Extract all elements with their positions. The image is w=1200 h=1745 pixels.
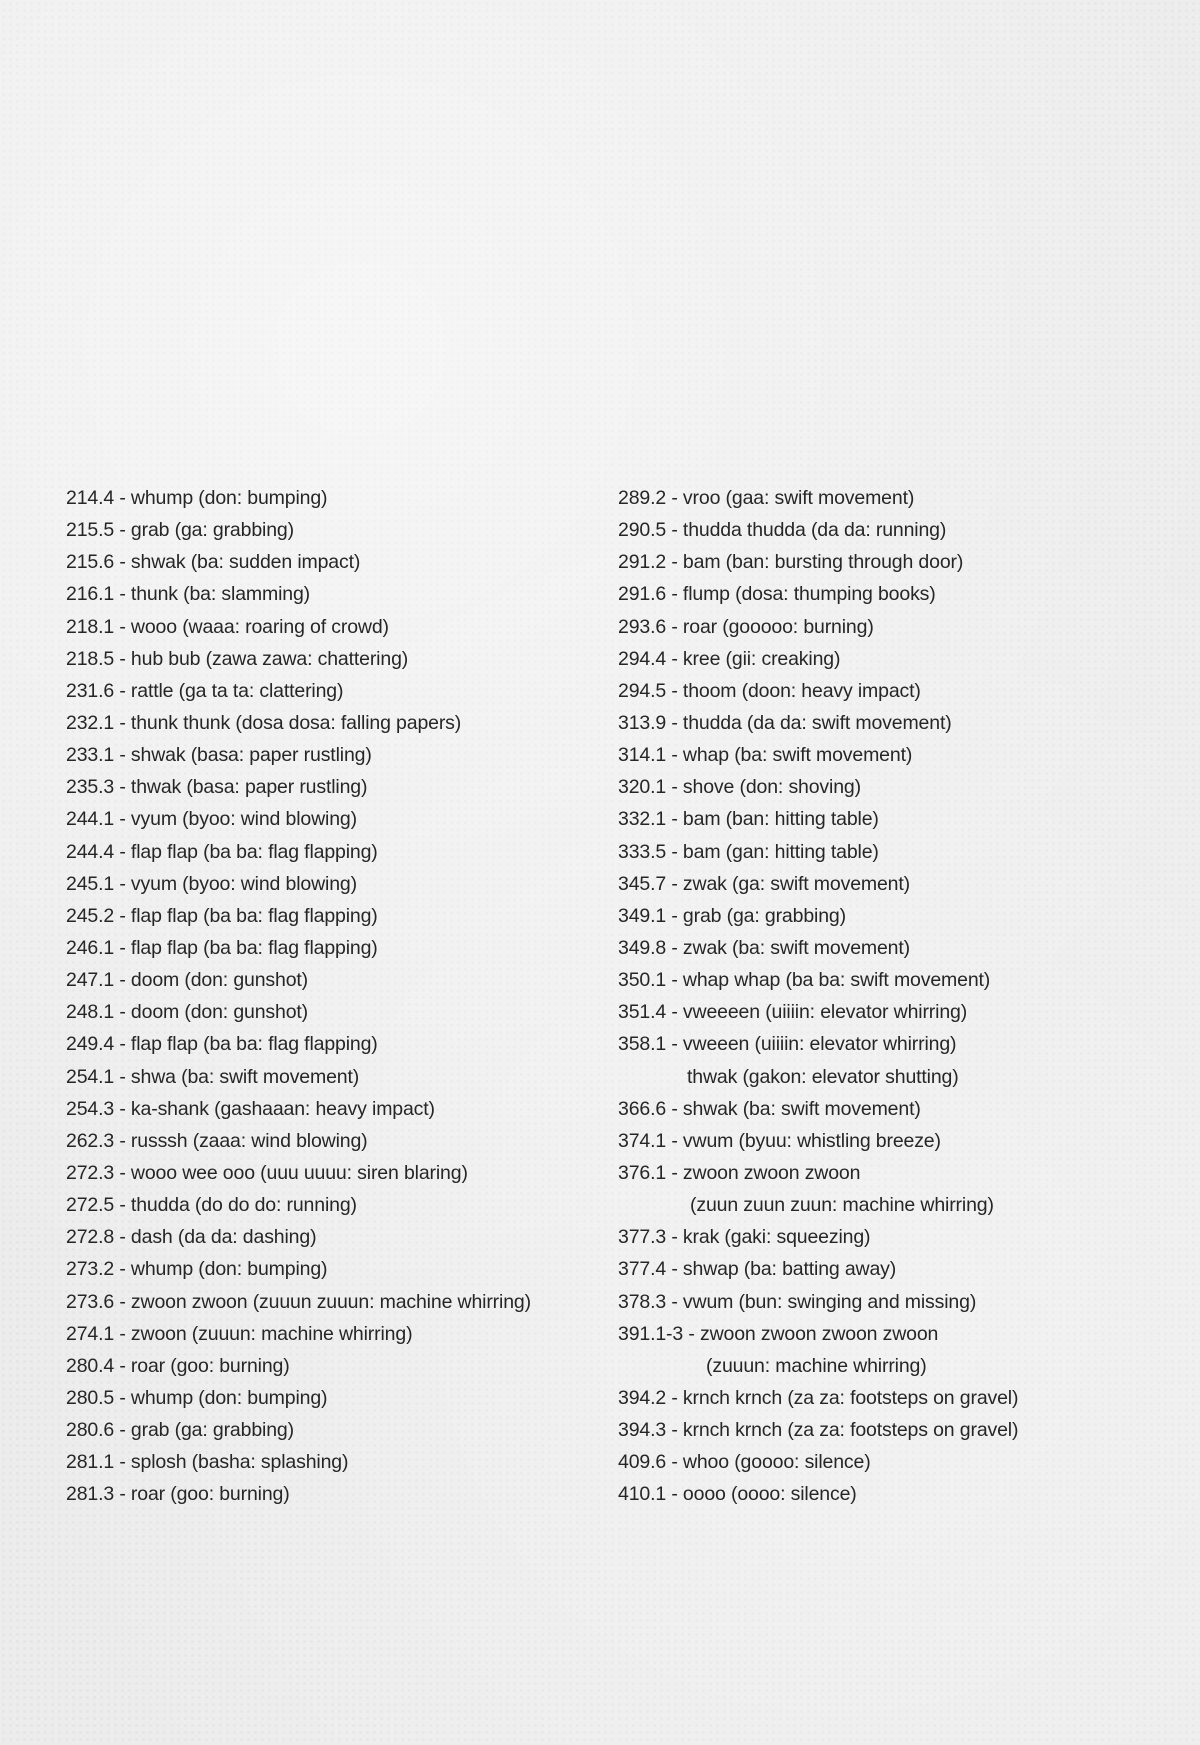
glossary-entry: 313.9 - thudda (da da: swift movement): [618, 711, 952, 734]
glossary-entry: 249.4 - flap flap (ba ba: flag flapping): [66, 1033, 378, 1056]
glossary-entry: 410.1 - oooo (oooo: silence): [618, 1483, 857, 1506]
glossary-entry: 231.6 - rattle (ga ta ta: clattering): [66, 679, 344, 702]
glossary-entry: 235.3 - thwak (basa: paper rustling): [66, 776, 368, 799]
glossary-left-column: [66, 482, 586, 1511]
glossary-entry: 351.4 - vweeeen (uiiiin: elevator whirring): [618, 1001, 968, 1024]
glossary-entry: 294.5 - thoom (doon: heavy impact): [618, 679, 921, 702]
glossary-entry: 293.6 - roar (gooooo: burning): [618, 615, 874, 638]
glossary-entry: 409.6 - whoo (goooo: silence): [618, 1451, 871, 1474]
glossary-entry: 216.1 - thunk (ba: slamming): [66, 583, 310, 606]
glossary-entry: 233.1 - shwak (basa: paper rustling): [66, 744, 372, 767]
glossary-entry-continuation: thwak (gakon: elevator shutting): [687, 1065, 959, 1088]
glossary-entry: 391.1-3 - zwoon zwoon zwoon zwoon: [618, 1322, 939, 1345]
glossary-entry: 377.4 - shwap (ba: batting away): [618, 1258, 897, 1281]
glossary-entry: 244.1 - vyum (byoo: wind blowing): [66, 808, 357, 831]
glossary-entry: 272.5 - thudda (do do do: running): [66, 1194, 357, 1217]
glossary-entry: 215.6 - shwak (ba: sudden impact): [66, 551, 361, 574]
glossary-entry: 244.4 - flap flap (ba ba: flag flapping): [66, 840, 378, 863]
glossary-entry: 215.5 - grab (ga: grabbing): [66, 519, 294, 542]
glossary-entry: 349.8 - zwak (ba: swift movement): [618, 936, 910, 959]
glossary-entry-continuation: (zuuun: machine whirring): [706, 1354, 927, 1377]
glossary-entry: 262.3 - russsh (zaaa: wind blowing): [66, 1129, 368, 1152]
glossary-entry: 214.4 - whump (don: bumping): [66, 487, 328, 509]
glossary-entry: 345.7 - zwak (ga: swift movement): [618, 872, 910, 895]
glossary-entry: 246.1 - flap flap (ba ba: flag flapping): [66, 936, 378, 959]
glossary-entry: 294.4 - kree (gii: creaking): [618, 647, 841, 670]
glossary-entry: 281.3 - roar (goo: burning): [66, 1483, 290, 1506]
glossary-entry: 394.3 - krnch krnch (za za: footsteps on gravel): [618, 1419, 1019, 1442]
glossary-entry: 280.5 - whump (don: bumping): [66, 1386, 328, 1409]
glossary-entry: 272.8 - dash (da da: dashing): [66, 1226, 317, 1249]
glossary-entry: 274.1 - zwoon (zuuun: machine whirring): [66, 1322, 413, 1345]
glossary-entry: 272.3 - wooo wee ooo (uuu uuuu: siren blaring): [66, 1161, 468, 1184]
glossary-entry: 245.2 - flap flap (ba ba: flag flapping): [66, 904, 378, 927]
glossary-entry: 232.1 - thunk thunk (dosa dosa: falling papers): [66, 711, 462, 734]
glossary-entry: 289.2 - vroo (gaa: swift movement): [618, 487, 915, 509]
glossary-entry: 280.6 - grab (ga: grabbing): [66, 1419, 294, 1442]
glossary-entry: 358.1 - vweeen (uiiiin: elevator whirring): [618, 1033, 957, 1056]
glossary-entry: 374.1 - vwum (byuu: whistling breeze): [618, 1129, 941, 1152]
glossary-entry: 247.1 - doom (don: gunshot): [66, 969, 309, 992]
glossary-entry: 218.5 - hub bub (zawa zawa: chattering): [66, 647, 409, 670]
glossary-entry: 377.3 - krak (gaki: squeezing): [618, 1226, 871, 1249]
glossary-entry: 281.1 - splosh (basha: splashing): [66, 1451, 349, 1474]
glossary-entry: 273.2 - whump (don: bumping): [66, 1258, 328, 1281]
glossary-entry: 349.1 - grab (ga: grabbing): [618, 904, 846, 927]
glossary-entry: 280.4 - roar (goo: burning): [66, 1354, 290, 1377]
glossary-entry: 366.6 - shwak (ba: swift movement): [618, 1097, 921, 1120]
glossary-entry: 333.5 - bam (gan: hitting table): [618, 840, 879, 863]
glossary-entry: 248.1 - doom (don: gunshot): [66, 1001, 309, 1024]
glossary-entry: 290.5 - thudda thudda (da da: running): [618, 519, 947, 542]
glossary-entry: 291.2 - bam (ban: bursting through door): [618, 551, 964, 574]
glossary-entry: 218.1 - wooo (waaa: roaring of crowd): [66, 615, 389, 638]
glossary-entry-continuation: (zuun zuun zuun: machine whirring): [690, 1194, 994, 1217]
glossary-entry: 254.3 - ka-shank (gashaaan: heavy impact): [66, 1097, 435, 1120]
glossary-entry: 291.6 - flump (dosa: thumping books): [618, 583, 936, 606]
glossary-entry: 376.1 - zwoon zwoon zwoon: [618, 1161, 861, 1184]
glossary-entry: 394.2 - krnch krnch (za za: footsteps on gravel): [618, 1386, 1019, 1409]
glossary-entry: 273.6 - zwoon zwoon (zuuun zuuun: machine whirring): [66, 1290, 531, 1313]
glossary-entry: 245.1 - vyum (byoo: wind blowing): [66, 872, 357, 895]
glossary-entry: 332.1 - bam (ban: hitting table): [618, 808, 879, 831]
glossary-entry: 320.1 - shove (don: shoving): [618, 776, 861, 799]
glossary-entry: 314.1 - whap (ba: swift movement): [618, 744, 913, 767]
glossary-entry: 254.1 - shwa (ba: swift movement): [66, 1065, 360, 1088]
glossary-entry: 350.1 - whap whap (ba ba: swift movement): [618, 969, 991, 992]
glossary-right-column: [618, 482, 1158, 1511]
glossary-entry: 378.3 - vwum (bun: swinging and missing): [618, 1290, 977, 1313]
